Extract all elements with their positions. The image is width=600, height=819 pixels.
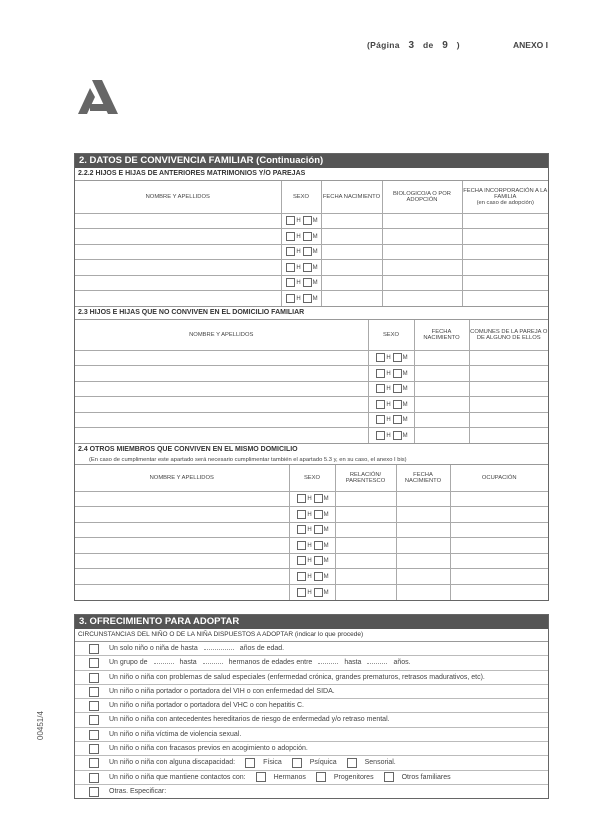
sex-h-label: H bbox=[296, 233, 301, 240]
checkbox-h[interactable] bbox=[376, 415, 385, 424]
page-indicator bbox=[367, 40, 460, 51]
table-row bbox=[75, 569, 548, 585]
sex-m-label: M bbox=[323, 573, 329, 580]
input-cell[interactable] bbox=[450, 507, 548, 523]
sexo-cell bbox=[281, 244, 321, 260]
sex-h-label: H bbox=[296, 264, 301, 271]
sex-h-label: H bbox=[296, 296, 301, 303]
input-cell[interactable] bbox=[469, 412, 548, 428]
col-fecha-nacimiento: FECHA NACIMIENTO bbox=[414, 320, 469, 350]
table-row bbox=[75, 366, 548, 382]
anexo-label: ANEXO I bbox=[513, 40, 548, 50]
adoption-option bbox=[75, 671, 548, 685]
input-cell[interactable] bbox=[382, 244, 462, 260]
checkbox-h[interactable] bbox=[376, 369, 385, 378]
sex-m-label: M bbox=[323, 511, 329, 518]
checkbox-m[interactable] bbox=[393, 415, 402, 424]
sexo-cell bbox=[289, 538, 335, 554]
input-cell[interactable] bbox=[462, 291, 548, 307]
input-cell[interactable] bbox=[335, 491, 396, 507]
close-paren: ) bbox=[456, 40, 460, 50]
checkbox-h[interactable] bbox=[376, 400, 385, 409]
checkbox-m[interactable] bbox=[303, 278, 312, 287]
option-checkbox[interactable] bbox=[89, 701, 99, 711]
option-text: Un niño o niña con fracasos previos en acogimiento o adopción. bbox=[109, 745, 308, 753]
input-cell[interactable] bbox=[321, 244, 382, 260]
option-text: años de edad. bbox=[239, 645, 285, 652]
sub-option-checkbox[interactable] bbox=[316, 772, 326, 782]
col-ocupacion: OCUPACIÓN bbox=[450, 465, 548, 491]
subsection-222-title: 2.2.2 HIJOS E HIJAS DE ANTERIORES MATRIMONIOS Y/O PAREJAS bbox=[75, 168, 548, 181]
col-comunes: COMUNES DE LA PAREJA O DE ALGUNO DE ELLOS bbox=[469, 320, 548, 350]
sex-h-label: H bbox=[307, 511, 312, 518]
input-cell[interactable] bbox=[382, 260, 462, 276]
table-row bbox=[75, 412, 548, 428]
adoption-option bbox=[75, 785, 548, 798]
sex-h-label: H bbox=[307, 589, 312, 596]
input-cell[interactable] bbox=[75, 229, 281, 245]
sexo-cell bbox=[289, 507, 335, 523]
option-text: Un grupo de bbox=[109, 659, 148, 667]
option-text: Un solo niño o niña de hasta bbox=[109, 645, 198, 652]
sex-m-label: M bbox=[323, 496, 329, 503]
input-cell[interactable] bbox=[450, 522, 548, 538]
sexo-cell bbox=[289, 569, 335, 585]
sex-m-label: M bbox=[402, 433, 408, 440]
checkbox-h[interactable] bbox=[286, 232, 295, 241]
adoption-option bbox=[75, 756, 548, 770]
col-fecha-incorporacion: FECHA INCORPORACIÓN A LA FAMILIA (en caso de adopción) bbox=[462, 181, 548, 213]
option-text: Un niño o niña que mantiene contactos con: bbox=[109, 773, 246, 781]
sex-m-label: M bbox=[402, 355, 408, 362]
sex-m-label: M bbox=[402, 386, 408, 393]
option-checkbox[interactable] bbox=[89, 715, 99, 725]
option-text: Hermanos bbox=[273, 773, 306, 781]
input-cell[interactable] bbox=[335, 522, 396, 538]
sexo-cell bbox=[281, 260, 321, 276]
option-text: Un niño o niña portador o portadora del VIH o con enfermedad del SIDA. bbox=[109, 687, 335, 695]
col-fecha-nacimiento: FECHA NACIMIENTO bbox=[396, 465, 450, 491]
col-nombre: NOMBRE Y APELLIDOS bbox=[75, 465, 289, 491]
col-relacion: RELACIÓN/ PARENTESCO bbox=[335, 465, 396, 491]
sex-h-label: H bbox=[307, 558, 312, 565]
sex-m-label: M bbox=[402, 370, 408, 377]
option-checkbox[interactable] bbox=[89, 687, 99, 697]
adoption-option bbox=[75, 713, 548, 727]
de-label: de bbox=[423, 40, 434, 50]
option-checkbox[interactable] bbox=[89, 644, 99, 654]
sex-h-label: H bbox=[386, 417, 391, 424]
sex-h-label: H bbox=[307, 496, 312, 503]
input-cell[interactable] bbox=[75, 569, 289, 585]
input-cell[interactable] bbox=[75, 584, 289, 600]
input-cell[interactable] bbox=[75, 260, 281, 276]
sexo-cell bbox=[368, 428, 414, 444]
table-row bbox=[75, 491, 548, 507]
sub-option-checkbox[interactable] bbox=[245, 758, 255, 768]
page-current: 3 bbox=[408, 40, 415, 51]
input-cell[interactable] bbox=[469, 428, 548, 444]
input-cell[interactable] bbox=[469, 350, 548, 366]
option-text: Otros familiares bbox=[401, 773, 451, 781]
input-cell[interactable] bbox=[75, 244, 281, 260]
sex-h-label: H bbox=[386, 370, 391, 377]
checkbox-h[interactable] bbox=[376, 353, 385, 362]
sex-m-label: M bbox=[312, 233, 318, 240]
table-222 bbox=[75, 181, 548, 306]
blank-field[interactable] bbox=[318, 663, 338, 664]
input-cell[interactable] bbox=[321, 229, 382, 245]
section-3-title: 3. OFRECIMIENTO PARA ADOPTAR bbox=[75, 615, 548, 629]
sexo-cell bbox=[289, 584, 335, 600]
checkbox-m[interactable] bbox=[393, 369, 402, 378]
input-cell[interactable] bbox=[450, 569, 548, 585]
checkbox-h[interactable] bbox=[286, 247, 295, 256]
adoption-option bbox=[75, 742, 548, 756]
sexo-cell bbox=[368, 397, 414, 413]
checkbox-m[interactable] bbox=[314, 588, 323, 597]
table-row bbox=[75, 507, 548, 523]
checkbox-m[interactable] bbox=[303, 216, 312, 225]
table-row bbox=[75, 291, 548, 307]
subsection-24-title: 2.4 OTROS MIEMBROS QUE CONVIVEN EN EL MISMO DOMICILIO bbox=[75, 443, 548, 456]
subsection-24-note: (En caso de cumplimentar este apartado será necesario cumplimentar también el apartado 5.3 y, en su caso, el anexo I bis) bbox=[75, 456, 548, 465]
table-row bbox=[75, 260, 548, 276]
input-cell[interactable] bbox=[414, 350, 469, 366]
table-row bbox=[75, 522, 548, 538]
option-checkbox[interactable] bbox=[89, 787, 99, 797]
sex-m-label: M bbox=[312, 280, 318, 287]
sexo-cell bbox=[281, 291, 321, 307]
input-cell[interactable] bbox=[382, 213, 462, 229]
sex-h-label: H bbox=[386, 386, 391, 393]
adoption-option bbox=[75, 771, 548, 785]
pagina-label: (Página bbox=[367, 40, 400, 50]
blank-field[interactable] bbox=[367, 663, 387, 664]
sex-h-label: H bbox=[296, 249, 301, 256]
input-cell[interactable] bbox=[75, 491, 289, 507]
option-checkbox[interactable] bbox=[89, 673, 99, 683]
input-cell[interactable] bbox=[462, 213, 548, 229]
sub-option-checkbox[interactable] bbox=[347, 758, 357, 768]
sex-m-label: M bbox=[312, 218, 318, 225]
table-row bbox=[75, 229, 548, 245]
input-cell[interactable] bbox=[462, 260, 548, 276]
checkbox-m[interactable] bbox=[314, 572, 323, 581]
input-cell[interactable] bbox=[75, 522, 289, 538]
col-biologico: BIOLOGICO/A O POR ADOPCIÓN bbox=[382, 181, 462, 213]
col-sexo: SEXO bbox=[281, 181, 321, 213]
input-cell[interactable] bbox=[450, 553, 548, 569]
adoption-option bbox=[75, 699, 548, 713]
input-cell[interactable] bbox=[396, 584, 450, 600]
table-row bbox=[75, 275, 548, 291]
input-cell[interactable] bbox=[469, 397, 548, 413]
subsection-23-title: 2.3 HIJOS E HIJAS QUE NO CONVIVEN EN EL DOMICILIO FAMILIAR bbox=[75, 306, 548, 320]
input-cell[interactable] bbox=[462, 244, 548, 260]
input-cell[interactable] bbox=[75, 275, 281, 291]
sex-m-label: M bbox=[402, 417, 408, 424]
sub-option-checkbox[interactable] bbox=[384, 772, 394, 782]
page-total: 9 bbox=[442, 40, 449, 51]
table-23 bbox=[75, 320, 548, 443]
input-cell[interactable] bbox=[396, 522, 450, 538]
input-cell[interactable] bbox=[75, 412, 368, 428]
checkbox-h[interactable] bbox=[297, 525, 306, 534]
input-cell[interactable] bbox=[335, 569, 396, 585]
section-3-subtitle: CIRCUNSTANCIAS DEL NIÑO O DE LA NIÑA DISPUESTOS A ADOPTAR (indicar lo que procede) bbox=[75, 629, 548, 642]
sex-h-label: H bbox=[307, 527, 312, 534]
option-text: Progenitores bbox=[333, 773, 374, 781]
sex-h-label: H bbox=[307, 542, 312, 549]
input-cell[interactable] bbox=[396, 553, 450, 569]
option-text: Un niño o niña portador o portadora del VHC o con hepatitis C. bbox=[109, 702, 304, 710]
sexo-cell bbox=[281, 229, 321, 245]
table-row bbox=[75, 538, 548, 554]
input-cell[interactable] bbox=[321, 275, 382, 291]
sexo-cell bbox=[289, 553, 335, 569]
option-text: Física bbox=[263, 759, 282, 767]
checkbox-m[interactable] bbox=[393, 431, 402, 440]
table-row bbox=[75, 244, 548, 260]
input-cell[interactable] bbox=[75, 538, 289, 554]
input-cell[interactable] bbox=[75, 213, 281, 229]
input-cell[interactable] bbox=[450, 538, 548, 554]
input-cell[interactable] bbox=[335, 553, 396, 569]
sexo-cell bbox=[289, 491, 335, 507]
checkbox-h[interactable] bbox=[286, 263, 295, 272]
sexo-cell bbox=[368, 412, 414, 428]
checkbox-m[interactable] bbox=[314, 541, 323, 550]
option-text: hasta bbox=[179, 659, 197, 667]
input-cell[interactable] bbox=[75, 381, 368, 397]
option-checkbox[interactable] bbox=[89, 658, 99, 668]
input-cell[interactable] bbox=[382, 229, 462, 245]
input-cell[interactable] bbox=[321, 213, 382, 229]
checkbox-m[interactable] bbox=[393, 384, 402, 393]
checkbox-h[interactable] bbox=[297, 588, 306, 597]
table-row bbox=[75, 553, 548, 569]
sex-m-label: M bbox=[323, 589, 329, 596]
table-row bbox=[75, 428, 548, 444]
option-text: años. bbox=[393, 659, 411, 667]
checkbox-h[interactable] bbox=[297, 556, 306, 565]
input-cell[interactable] bbox=[321, 260, 382, 276]
input-cell[interactable] bbox=[414, 366, 469, 382]
blank-field[interactable] bbox=[154, 663, 174, 664]
checkbox-h[interactable] bbox=[297, 510, 306, 519]
input-cell[interactable] bbox=[414, 428, 469, 444]
sex-m-label: M bbox=[312, 264, 318, 271]
sex-h-label: H bbox=[307, 573, 312, 580]
input-cell[interactable] bbox=[75, 366, 368, 382]
checkbox-m[interactable] bbox=[303, 232, 312, 241]
sexo-cell bbox=[281, 275, 321, 291]
checkbox-m[interactable] bbox=[303, 247, 312, 256]
input-cell[interactable] bbox=[396, 538, 450, 554]
input-cell[interactable] bbox=[450, 491, 548, 507]
checkbox-h[interactable] bbox=[376, 384, 385, 393]
option-text: Un niño o niña víctima de violencia sexual. bbox=[109, 730, 242, 738]
sub-option-checkbox[interactable] bbox=[256, 772, 266, 782]
input-cell[interactable] bbox=[75, 553, 289, 569]
option-text: Psíquica bbox=[309, 759, 337, 767]
checkbox-m[interactable] bbox=[314, 510, 323, 519]
checkbox-h[interactable] bbox=[297, 541, 306, 550]
checkbox-m[interactable] bbox=[393, 353, 402, 362]
sexo-cell bbox=[289, 522, 335, 538]
option-text: Un niño o niña con antecedentes hereditarios de riesgo de enfermedad y/o retraso mental. bbox=[109, 716, 390, 724]
input-cell[interactable] bbox=[469, 366, 548, 382]
checkbox-h[interactable] bbox=[286, 278, 295, 287]
checkbox-m[interactable] bbox=[303, 263, 312, 272]
input-cell[interactable] bbox=[75, 350, 368, 366]
option-text: hasta bbox=[344, 659, 362, 667]
input-cell[interactable] bbox=[469, 381, 548, 397]
checkbox-m[interactable] bbox=[314, 556, 323, 565]
sex-m-label: M bbox=[323, 542, 329, 549]
adoption-option bbox=[75, 642, 548, 656]
side-document-code: 00451/4 bbox=[36, 711, 45, 740]
col-fecha-nacimiento: FECHA NACIMIENTO bbox=[321, 181, 382, 213]
sex-h-label: H bbox=[386, 355, 391, 362]
option-checkbox[interactable] bbox=[89, 744, 99, 754]
input-cell[interactable] bbox=[462, 229, 548, 245]
checkbox-m[interactable] bbox=[314, 525, 323, 534]
table-row bbox=[75, 397, 548, 413]
sex-h-label: H bbox=[386, 433, 391, 440]
input-cell[interactable] bbox=[75, 428, 368, 444]
sex-h-label: H bbox=[296, 218, 301, 225]
sexo-cell bbox=[368, 350, 414, 366]
col-sexo: SEXO bbox=[289, 465, 335, 491]
input-cell[interactable] bbox=[396, 491, 450, 507]
option-text: Otras. Especificar: bbox=[109, 787, 167, 795]
option-text: hermanos de edades entre bbox=[228, 659, 313, 667]
sub-option-checkbox[interactable] bbox=[292, 758, 302, 768]
input-cell[interactable] bbox=[382, 275, 462, 291]
option-checkbox[interactable] bbox=[89, 758, 99, 768]
blank-field[interactable] bbox=[203, 663, 223, 664]
junta-logo-icon bbox=[78, 80, 118, 114]
input-cell[interactable] bbox=[382, 291, 462, 307]
input-cell[interactable] bbox=[335, 507, 396, 523]
checkbox-m[interactable] bbox=[393, 400, 402, 409]
sex-h-label: H bbox=[386, 401, 391, 408]
section-2 bbox=[74, 153, 549, 601]
option-checkbox[interactable] bbox=[89, 773, 99, 783]
adoption-option bbox=[75, 685, 548, 699]
option-text: Un niño o niña con alguna discapacidad: bbox=[109, 759, 236, 767]
input-cell[interactable] bbox=[396, 507, 450, 523]
table-row bbox=[75, 350, 548, 366]
input-cell[interactable] bbox=[75, 507, 289, 523]
checkbox-h[interactable] bbox=[376, 431, 385, 440]
input-cell[interactable] bbox=[414, 397, 469, 413]
option-text: Un niño o niña con problemas de salud especiales (enfermedad crónica, grandes prematuros, retrasos madurativos, etc). bbox=[109, 673, 485, 681]
checkbox-h[interactable] bbox=[297, 494, 306, 503]
option-text: Sensorial. bbox=[364, 759, 396, 767]
section-2-title: 2. DATOS DE CONVIVENCIA FAMILIAR (Continuación) bbox=[75, 154, 548, 168]
sexo-cell bbox=[368, 381, 414, 397]
option-checkbox[interactable] bbox=[89, 730, 99, 740]
checkbox-h[interactable] bbox=[286, 216, 295, 225]
sex-m-label: M bbox=[312, 249, 318, 256]
input-cell[interactable] bbox=[75, 291, 281, 307]
table-row bbox=[75, 584, 548, 600]
sex-m-label: M bbox=[402, 401, 408, 408]
adoption-option bbox=[75, 656, 548, 670]
input-cell[interactable] bbox=[321, 291, 382, 307]
checkbox-m[interactable] bbox=[303, 294, 312, 303]
sexo-cell bbox=[368, 366, 414, 382]
col-sexo: SEXO bbox=[368, 320, 414, 350]
input-cell[interactable] bbox=[462, 275, 548, 291]
input-cell[interactable] bbox=[335, 538, 396, 554]
checkbox-m[interactable] bbox=[314, 494, 323, 503]
sex-m-label: M bbox=[312, 296, 318, 303]
table-24 bbox=[75, 465, 548, 600]
section-3 bbox=[74, 614, 549, 799]
col-nombre: NOMBRE Y APELLIDOS bbox=[75, 181, 281, 213]
adoption-options-list bbox=[75, 642, 548, 798]
sex-m-label: M bbox=[323, 558, 329, 565]
input-cell[interactable] bbox=[335, 584, 396, 600]
table-row bbox=[75, 213, 548, 229]
sexo-cell bbox=[281, 213, 321, 229]
input-cell[interactable] bbox=[414, 381, 469, 397]
input-cell[interactable] bbox=[450, 584, 548, 600]
input-cell[interactable] bbox=[414, 412, 469, 428]
input-cell[interactable] bbox=[75, 397, 368, 413]
table-row bbox=[75, 381, 548, 397]
adoption-option bbox=[75, 728, 548, 742]
blank-field[interactable] bbox=[204, 649, 234, 650]
checkbox-h[interactable] bbox=[286, 294, 295, 303]
col-nombre: NOMBRE Y APELLIDOS bbox=[75, 320, 368, 350]
checkbox-h[interactable] bbox=[297, 572, 306, 581]
input-cell[interactable] bbox=[396, 569, 450, 585]
sex-h-label: H bbox=[296, 280, 301, 287]
sex-m-label: M bbox=[323, 527, 329, 534]
